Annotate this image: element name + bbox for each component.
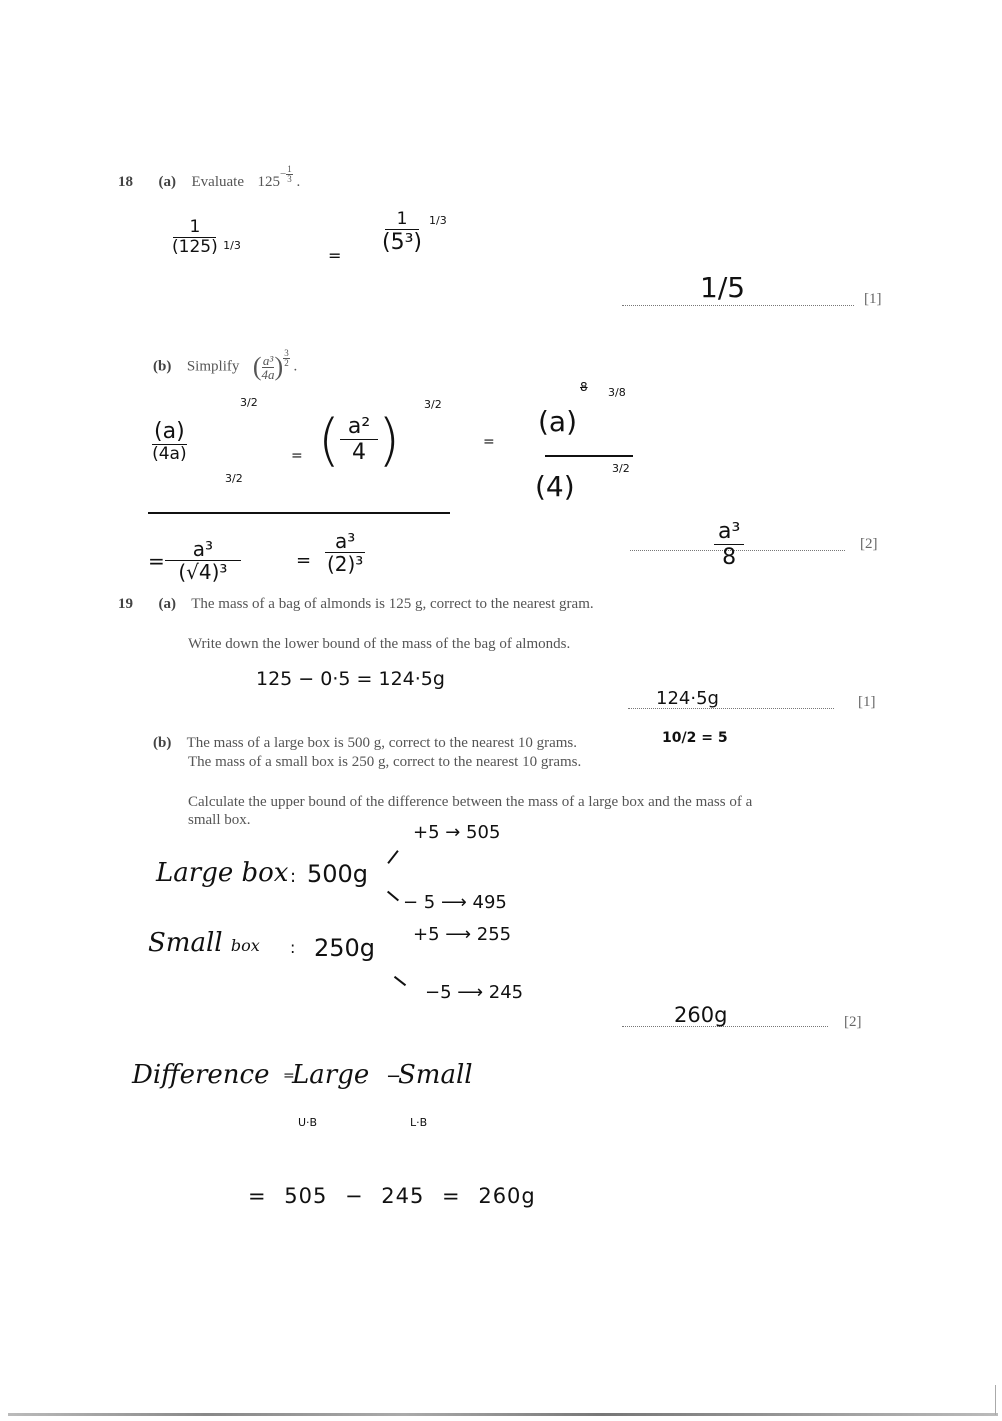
q18b-step4: = $\frac{\text{a³}}{\text{(√4)³}}$ bbox=[148, 538, 241, 584]
branch-line-up bbox=[387, 850, 398, 864]
q18b-step3-denominator: (4) bbox=[535, 470, 575, 503]
exponent: 3/8 bbox=[608, 386, 626, 399]
instruction-text: Evaluate bbox=[191, 174, 244, 191]
exponent: 3/2 bbox=[612, 462, 630, 475]
small-box-upper-bound: +5 ⟶ 255 bbox=[413, 924, 512, 945]
exponent: 3/2 bbox=[240, 396, 258, 409]
final-calculation: = 505 − 245 = 260g bbox=[248, 1184, 536, 1208]
difference-label: Difference bbox=[132, 1060, 270, 1090]
question-text: The mass of a large box is 500 g, correct to the nearest 10 grams. bbox=[186, 735, 578, 751]
large-term: Large bbox=[292, 1060, 370, 1090]
colon: : bbox=[290, 866, 297, 887]
fraction-bar bbox=[545, 455, 633, 457]
crossed-out-digit: 8 bbox=[580, 380, 588, 394]
equals-sign: = bbox=[328, 246, 342, 265]
q19a-line1 bbox=[118, 596, 594, 613]
upper-bound-note: U·B bbox=[298, 1116, 318, 1129]
lower-bound-note: L·B bbox=[410, 1116, 428, 1129]
equals-sign: = bbox=[296, 550, 312, 571]
question-number: 18 bbox=[118, 174, 133, 191]
marks-label: [1] bbox=[858, 694, 876, 710]
answer-line bbox=[622, 305, 854, 306]
marks-label: [2] bbox=[844, 1014, 862, 1030]
expression-exponent: − 1 3 bbox=[279, 164, 292, 184]
large-box-value: 500g bbox=[307, 860, 369, 888]
exponent: 3/2 bbox=[424, 398, 442, 411]
expression-base: 125 bbox=[257, 174, 280, 191]
small-term: Small bbox=[398, 1060, 473, 1090]
q18b-prompt: (b) Simplify ( $\frac{\text{a³}}{4a}$ ) $^{\frac{3}{2}}$ . bbox=[153, 348, 298, 382]
q19a-answer[interactable]: 124·5g bbox=[656, 688, 719, 709]
q18b-step5: $\frac{\text{a³}}{\text{(2)³}}$ bbox=[326, 529, 364, 576]
q18b-step1: $\frac{(a)}{(4a)}$ bbox=[152, 419, 187, 465]
q19b-line2: The mass of a small box is 250 g, correct to the nearest 10 grams. bbox=[188, 754, 582, 770]
equals-sign: = bbox=[283, 1068, 295, 1084]
side-note: 10/2 = 5 bbox=[662, 730, 728, 746]
marks-label: [1] bbox=[864, 291, 882, 307]
q18a-answer[interactable]: 1/5 bbox=[700, 271, 746, 304]
scan-edge bbox=[8, 1413, 998, 1416]
part-label: (b) bbox=[153, 735, 172, 751]
large-box-label: Large box bbox=[156, 858, 289, 888]
marks-label: [2] bbox=[860, 536, 878, 552]
part-label: (a) bbox=[158, 596, 176, 612]
question-text: The mass of a bag of almonds is 125 g, correct to the nearest gram. bbox=[191, 596, 594, 612]
colon: : bbox=[290, 938, 296, 957]
minus-sign: − bbox=[386, 1066, 402, 1087]
scan-edge bbox=[995, 1385, 996, 1415]
large-box-lower-bound: − 5 ⟶ 495 bbox=[403, 892, 507, 913]
q18a-working-fraction-1: $\frac{1}{(125)}$ $_{1/3}$ bbox=[172, 217, 241, 257]
instruction-text: Simplify bbox=[186, 358, 240, 375]
question-number: 19 bbox=[118, 596, 133, 612]
part-label: (a) bbox=[158, 174, 176, 191]
q19b-answer[interactable]: 260g bbox=[674, 1003, 728, 1027]
equals-sign: = bbox=[291, 448, 303, 464]
q19b-line1 bbox=[153, 735, 577, 752]
q18b-step2: ( $\frac{\text{a²}}{4}$ ) bbox=[318, 408, 401, 473]
branch-line-down bbox=[394, 976, 406, 986]
q19b-line3: Calculate the upper bound of the difference between the mass of a large box and the mass of a bbox=[188, 794, 753, 810]
q19a-working: 125 − 0·5 = 124·5g bbox=[256, 668, 445, 690]
part-label: (b) bbox=[153, 358, 172, 375]
branch-line-down bbox=[387, 891, 399, 902]
small-box-lower-bound: −5 ⟶ 245 bbox=[425, 982, 524, 1003]
q19a-line2: Write down the lower bound of the mass of the bag of almonds. bbox=[188, 636, 571, 652]
q18b-step3-numerator: (a) bbox=[538, 405, 578, 438]
q19b-line4: small box. bbox=[188, 812, 251, 828]
equals-sign: = bbox=[483, 434, 495, 450]
q18a-working-fraction-2: $\frac{1}{\text{(5³)}}$ $^{1/3}$ bbox=[382, 209, 447, 255]
small-box-value: 250g bbox=[314, 934, 376, 962]
small-box-label: Small box bbox=[148, 928, 260, 958]
large-box-upper-bound: +5 → 505 bbox=[413, 822, 501, 843]
q18b-answer[interactable]: $\frac{\text{a³}}{8}$ bbox=[714, 520, 744, 570]
q18a-prompt: 18 (a) Evaluate $125^{- \frac{1}{3}}$ . bbox=[118, 164, 301, 191]
exponent: 3/2 bbox=[225, 472, 243, 485]
working-divider bbox=[148, 512, 450, 514]
